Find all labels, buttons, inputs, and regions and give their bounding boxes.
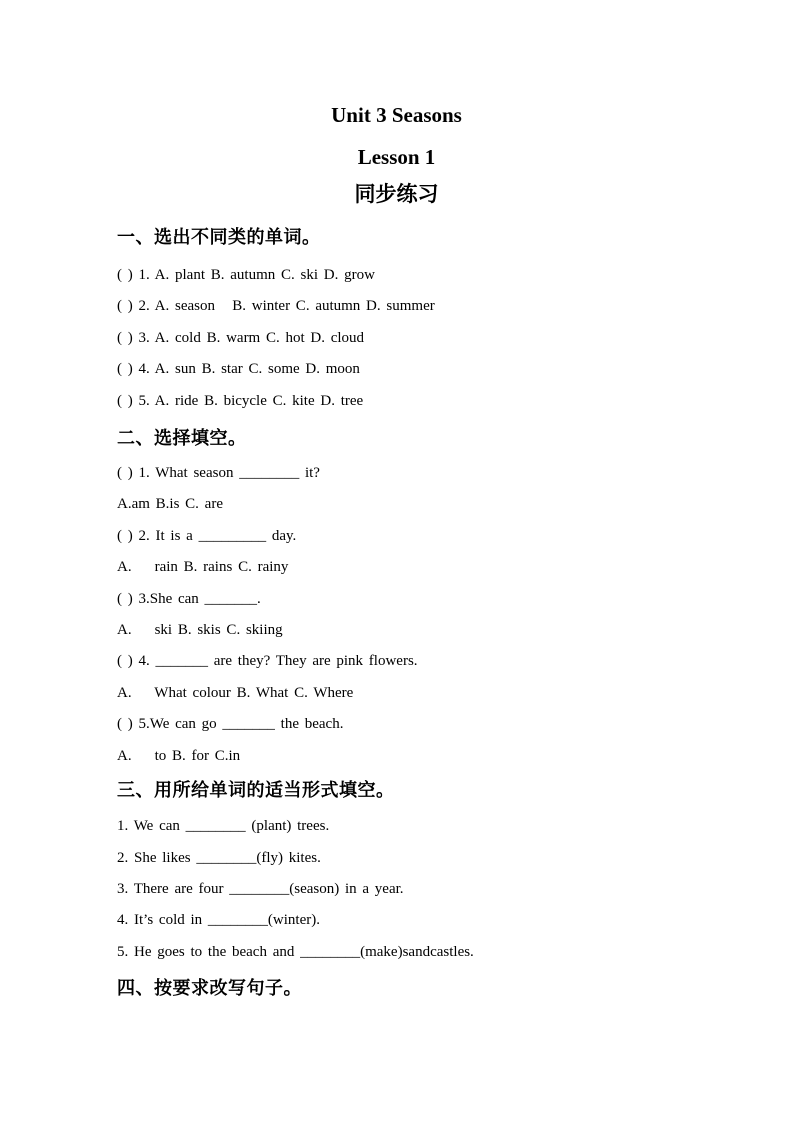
section-3-questions xyxy=(117,811,753,968)
fill-blank-line: 5. He goes to the beach and ________(make)sandcastles. xyxy=(117,943,474,960)
option-line: A. What colour B. What C. Where xyxy=(117,684,354,701)
section-multiple-choice xyxy=(117,426,753,772)
fill-blank-line: 4. It’s cold in ________(winter). xyxy=(117,912,320,929)
question-line: ( ) 3. A. cold B. warm C. hot D. cloud xyxy=(117,329,365,346)
section-rewrite-sentences xyxy=(117,976,753,1000)
section-choose-different-word xyxy=(117,225,753,417)
question-line: ( ) 4. A. sun B. star C. some D. moon xyxy=(117,361,360,378)
option-line: A. to B. for C.in xyxy=(117,747,241,764)
exercise-subtitle: 同步练习 xyxy=(354,183,439,206)
fill-blank-line: 2. She likes ________(fly) kites. xyxy=(117,849,321,866)
section-1-heading: 一、选出不同类的单词。 xyxy=(117,227,321,247)
title-block xyxy=(0,102,793,208)
question-line: ( ) 3.She can _______. xyxy=(117,590,261,607)
section-1-questions xyxy=(117,260,753,417)
section-3-heading: 三、用所给单词的适当形式填空。 xyxy=(117,780,395,801)
question-line: ( ) 1. What season ________ it? xyxy=(117,465,320,482)
lesson-title: Lesson 1 xyxy=(357,145,436,169)
section-2-questions xyxy=(117,458,753,772)
question-line: ( ) 2. A. season B. winter C. autumn D. summer xyxy=(117,298,435,315)
question-line: ( ) 2. It is a _________ day. xyxy=(117,527,297,544)
question-line: ( ) 5.We can go _______ the beach. xyxy=(117,716,344,733)
question-line: ( ) 4. _______ are they? They are pink flowers. xyxy=(117,653,418,670)
unit-title: Unit 3 Seasons xyxy=(331,103,462,127)
fill-blank-line: 1. We can ________ (plant) trees. xyxy=(117,818,330,835)
section-4-heading: 四、按要求改写句子。 xyxy=(117,978,302,999)
option-line: A.am B.is C. are xyxy=(117,496,223,513)
fill-blank-line: 3. There are four ________(season) in a year. xyxy=(117,880,404,897)
question-line: ( ) 1. A. plant B. autumn C. ski D. grow xyxy=(117,267,375,283)
option-line: A. ski B. skis C. skiing xyxy=(117,622,283,639)
question-line: ( ) 5. A. ride B. bicycle C. kite D. tree xyxy=(117,392,364,409)
worksheet-body xyxy=(117,225,753,1000)
section-2-heading: 二、选择填空。 xyxy=(117,428,247,449)
option-line: A. rain B. rains C. rainy xyxy=(117,559,289,576)
section-proper-form-fill-blank xyxy=(117,778,753,968)
